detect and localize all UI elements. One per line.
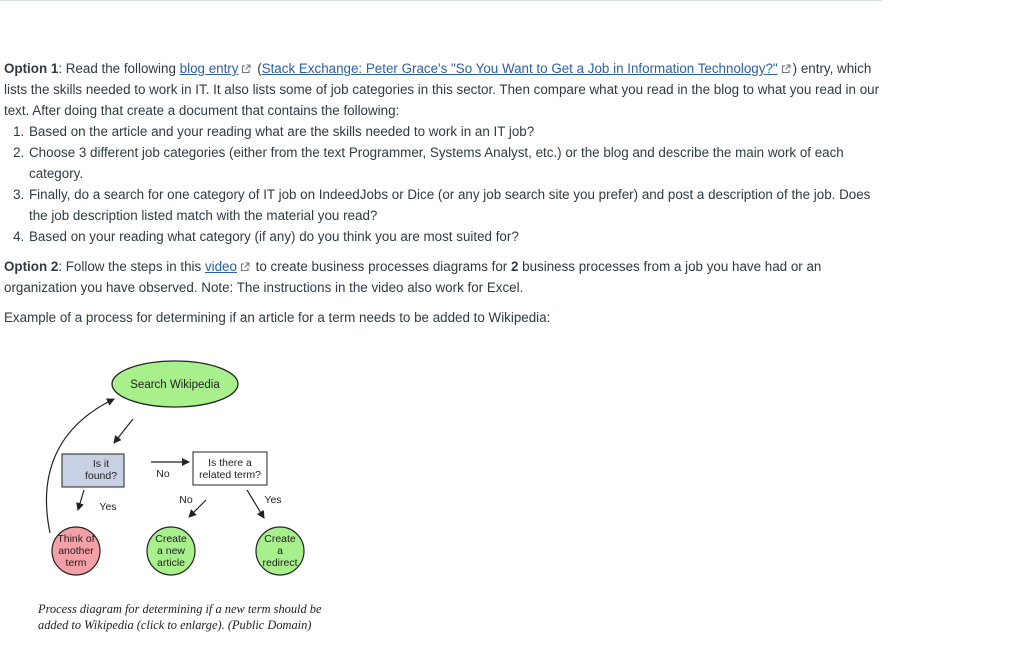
option2-label: Option 2 [4,259,59,274]
list-item: 2. Choose 3 different job categories (either from the text Programmer, Systems Analyst, etc.) or the blog and describe the main work of each category. [28,142,884,184]
stack-exchange-link[interactable]: Stack Exchange: Peter Grace's "So You Want to Get a Job in Information Technology?" [261,61,778,76]
top-divider [0,0,882,1]
option1-list [4,121,884,247]
external-link-icon [781,64,791,74]
redirect-label-2: a [277,545,283,557]
blog-entry-link[interactable]: blog entry [179,61,239,76]
no-label-1: No [156,468,170,480]
option2-paragraph [4,256,884,298]
video-link[interactable]: video [204,259,237,274]
example-text: Example of a process for determining if an article for a term needs to be added to Wikipedia: [4,310,551,325]
think-label-1: Think of [57,533,95,545]
no-label-2: No [179,494,193,506]
arrow-search-to-found [114,419,133,443]
option1-paragraph [4,58,884,121]
arrow-yes-left [78,490,84,510]
assignment-content [4,58,884,328]
paren-open: ( [253,61,262,76]
option2-suffix: business processes from a job you have had or an organization you have observed. Note: The instructions in the video also work for Excel. [4,259,822,295]
redirect-label-1: Create [264,533,296,545]
option1-label: Option 1 [4,61,59,76]
yes-label-right: Yes [264,494,282,506]
option1-description: ) entry, which lists the skills needed to work in IT. It also lists some of job categories in this sector. Then compare what you read in the blog to what you read in our text. After doing that create a document that contains the following: [4,61,880,118]
process-diagram-svg [36,355,336,600]
related-term-label-2: related term? [199,469,261,481]
is-it-found-label-2: found? [84,470,118,482]
is-it-found-label-1: Is it [92,458,110,470]
figure-caption: Process diagram for determining if a new term should be added to Wikipedia (click to enlarge). (Public Domain) [38,602,322,632]
redirect-label-3: redirect [262,557,298,569]
think-label-3: term [65,557,87,569]
search-wikipedia-label: Search Wikipedia [130,379,220,391]
option2-mid: to create business processes diagrams for [251,259,511,274]
create-label-3: article [156,557,186,569]
yes-label-left: Yes [99,501,117,513]
list-item: 4. Based on your reading what category (if any) do you think you are most suited for? [28,226,884,247]
external-link-icon [240,262,250,272]
list-item: 3. Finally, do a search for one category of IT job on IndeedJobs or Dice (or any job search site you prefer) and post a description of the job. Does the job description listed match with the material you read? [28,184,884,226]
create-label-2: a new [156,545,186,557]
option2-prefix: : Follow the steps in this [58,259,205,274]
think-label-2: another [58,545,94,557]
option2-count: 2 [510,259,519,274]
option1-read-prefix: : Read the following [58,61,180,76]
create-label-1: Create [155,533,187,545]
related-term-label-1: Is there a [208,457,252,469]
list-item: 1. Based on the article and your reading what are the skills needed to work in an IT job? [28,121,884,142]
external-link-icon [241,64,251,74]
arrow-yes-right [247,490,264,518]
